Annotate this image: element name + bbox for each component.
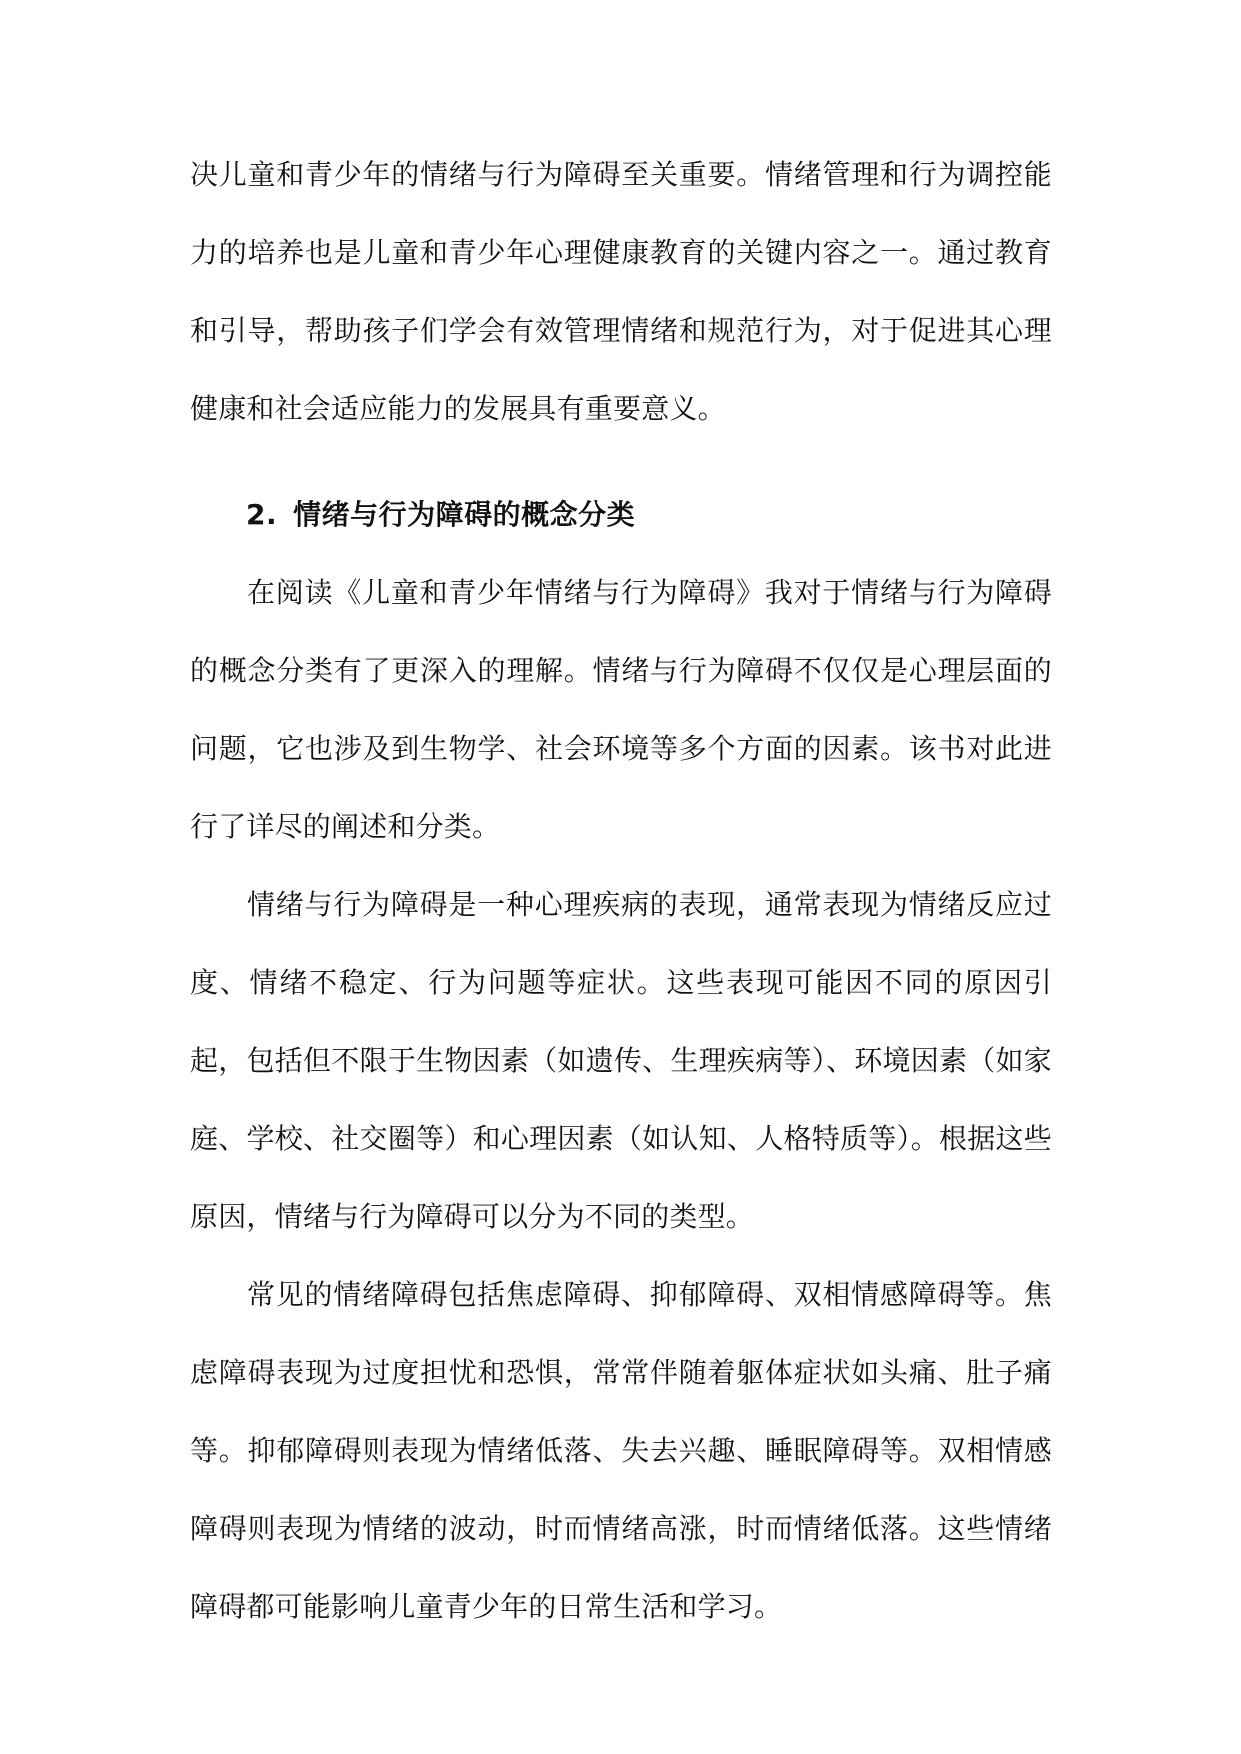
paragraph-3: 常见的情绪障碍包括焦虑障碍、抑郁障碍、双相情感障碍等。焦虑障碍表现为过度担忧和恐惧，常常伴随着躯体症状如头痛、肚子痛等。抑郁障碍则表现为情绪低落、失去兴趣、睡眠障碍等。双相情感障碍则表现为情绪的波动，时而情绪高涨，时而情绪低落。这些情绪障碍都可能影响儿童青少年的日常生活和学习。 [190, 1278, 1052, 1623]
paragraph-1: 在阅读《儿童和青少年情绪与行为障碍》我对于情绪与行为障碍的概念分类有了更深入的理解。情绪与行为障碍不仅仅是心理层面的问题，它也涉及到生物学、社会环境等多个方面的因素。该书对此进行了详尽的阐述和分类。 [190, 576, 1052, 843]
document-body [190, 136, 1052, 1646]
paragraph-2: 情绪与行为障碍是一种心理疾病的表现，通常表现为情绪反应过度、情绪不稳定、行为问题等症状。这些表现可能因不同的原因引起，包括但不限于生物因素（如遗传、生理疾病等）、环境因素（如家庭、学校、社交圈等）和心理因素（如认知、人格特质等）。根据这些原因，情绪与行为障碍可以分为不同的类型。 [190, 888, 1052, 1233]
section-heading [190, 476, 1052, 554]
continued-paragraph: 决儿童和青少年的情绪与行为障碍至关重要。情绪管理和行为调控能力的培养也是儿童和青少年心理健康教育的关键内容之一。通过教育和引导，帮助孩子们学会有效管理情绪和规范行为，对于促进其心理健康和社会适应能力的发展具有重要意义。 [190, 158, 1052, 425]
section-number: 2. [246, 498, 278, 531]
section-title: 情绪与行为障碍的概念分类 [293, 498, 636, 531]
